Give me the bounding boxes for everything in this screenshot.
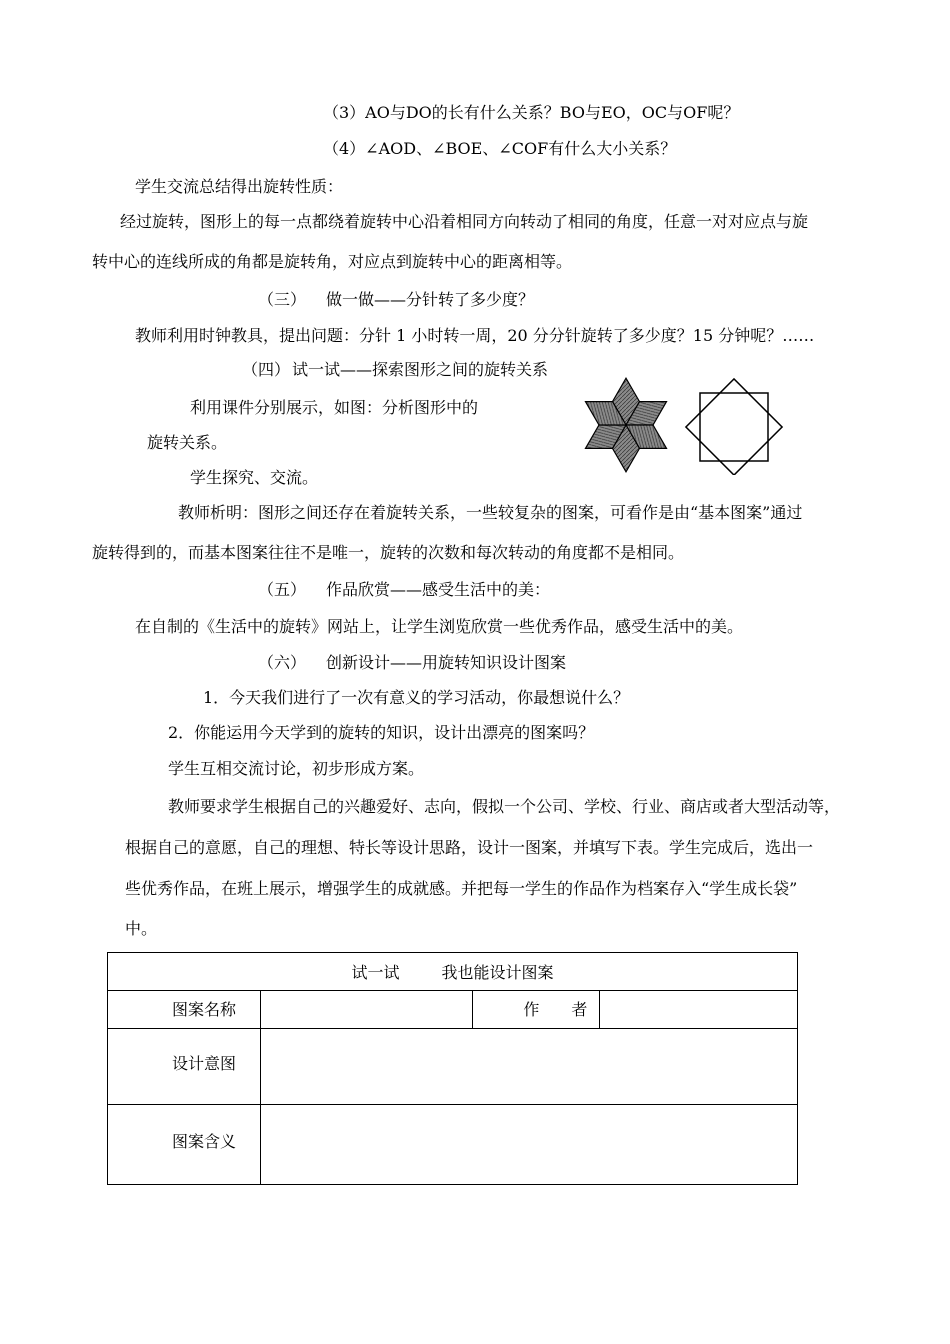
property-line-2: 转中心的连线所成的角都是旋转角，对应点到旋转中心的距离相等。 (92, 252, 573, 271)
requirement-line-1: 教师要求学生根据自己的兴趣爱好、志向，假拟一个公司、学校、行业、商店或者大型活动等， (168, 797, 841, 816)
requirement-line-3: 些优秀作品，在班上展示，增强学生的成就感。并把每一学生的作品作为档案存入“学生成长袋” (125, 879, 798, 898)
analysis-line-2: 旋转得到的，而基本图案往往不是唯一，旋转的次数和每次转动的角度都不是相同。 (92, 543, 685, 562)
two-squares-rotated-figure (686, 379, 782, 475)
summary-intro: 学生交流总结得出旋转性质： (135, 177, 344, 196)
design-intent-label: 设计意图 (108, 1029, 261, 1105)
design-table (107, 952, 798, 1185)
pattern-name-field[interactable] (260, 991, 473, 1029)
author-label: 作 者 (473, 991, 600, 1029)
rotation-figures (570, 375, 800, 475)
show-line-2: 旋转关系。 (147, 433, 228, 452)
section-6-title: 创新设计——用旋转知识设计图案 (326, 653, 567, 672)
website-text: 在自制的《生活中的旋转》网站上，让学生浏览欣赏一些优秀作品，感受生活中的美。 (135, 617, 744, 636)
property-line-1: 经过旋转，图形上的每一点都绕着旋转中心沿着相同方向转动了相同的角度，任意一对对应点与旋 (120, 212, 809, 231)
requirement-line-2: 根据自己的意愿，自己的理想、特长等设计思路，设计一图案，并填写下表。学生完成后，选出一 (125, 838, 814, 857)
pattern-meaning-label: 图案含义 (108, 1105, 261, 1185)
section-4-title: 试一试——探索图形之间的旋转关系 (292, 360, 549, 379)
pattern-meaning-field[interactable] (260, 1105, 797, 1185)
six-rhombus-star-figure (579, 378, 674, 472)
requirement-line-4: 中。 (125, 919, 158, 938)
section-6-number: （六） (258, 653, 307, 672)
explore-text: 学生探究、交流。 (190, 468, 319, 487)
discuss-text: 学生互相交流讨论，初步形成方案。 (168, 759, 425, 778)
question-4: （4）∠AOD、∠BOE、∠COF有什么大小关系？ (323, 139, 677, 158)
design-intent-field[interactable] (260, 1029, 797, 1105)
section-3-number: （三） (258, 290, 307, 309)
analysis-line-1: 教师析明：图形之间还存在着旋转关系，一些较复杂的图案，可看作是由“基本图案”通过 (178, 503, 803, 522)
show-line-1: 利用课件分别展示，如图：分析图形中的 (190, 398, 479, 417)
clock-question: 教师利用时钟教具，提出问题：分针 1 小时转一周，20 分分针旋转了多少度？15 分钟呢？…… (135, 326, 815, 345)
author-field[interactable] (600, 991, 798, 1029)
figures-svg (570, 375, 800, 475)
section-5-number: （五） (258, 580, 307, 599)
section-3-title: 做一做——分针转了多少度？ (326, 290, 535, 309)
table-title-b: 我也能设计图案 (441, 963, 554, 982)
item-2: 2．你能运用今天学到的旋转的知识，设计出漂亮的图案吗？ (168, 723, 595, 742)
table-title-a: 试一试 (351, 963, 400, 982)
table-title-cell (108, 953, 798, 991)
item-1: 1．今天我们进行了一次有意义的学习活动，你最想说什么？ (203, 688, 630, 707)
section-4-number: （四） (242, 360, 291, 379)
pattern-name-label: 图案名称 (108, 991, 261, 1029)
question-3: （3）AO与DO的长有什么关系？BO与EO，OC与OF呢？ (323, 103, 740, 122)
section-5-title: 作品欣赏——感受生活中的美： (326, 580, 551, 599)
